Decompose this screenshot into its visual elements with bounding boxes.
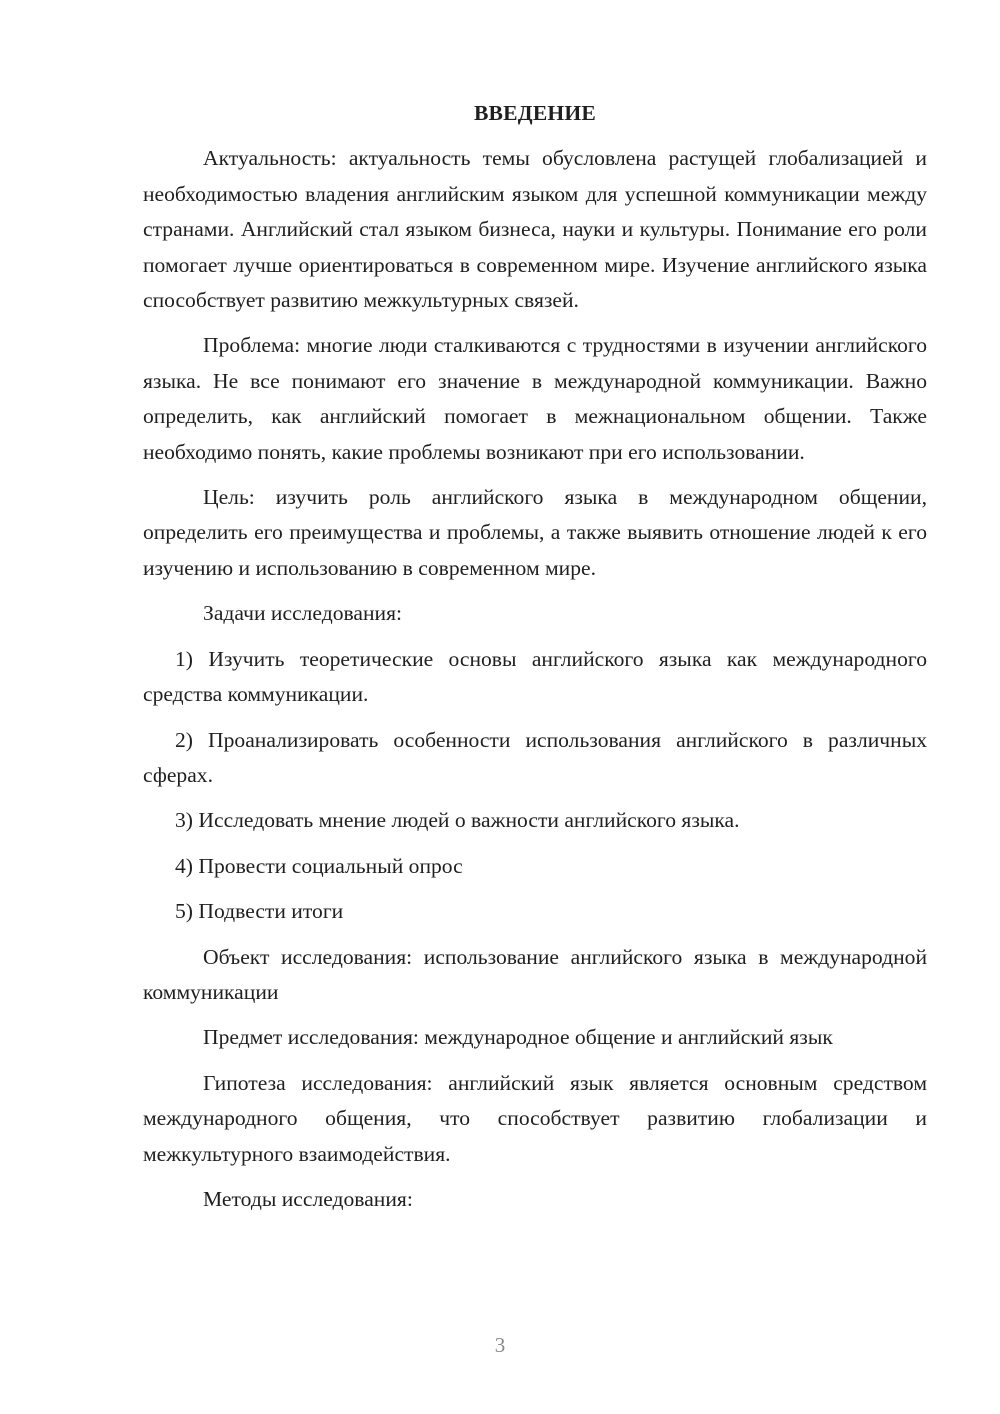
- paragraph-object: Объект исследования: использование английского языка в международной коммуникации: [143, 944, 927, 1004]
- document-page: [143, 96, 927, 1217]
- methods-heading: Методы исследования:: [203, 1186, 413, 1211]
- paragraph-goal: Цель: изучить роль английского языка в международном общении, определить его преимущества и проблемы, а также выявить отношение людей к его изучению и использованию в современном мире.: [143, 485, 927, 580]
- page-number: 3: [494, 1333, 506, 1357]
- section-title: ВВЕДЕНИЕ: [473, 101, 597, 125]
- paragraph-relevance: Актуальность: актуальность темы обусловлена растущей глобализацией и необходимостью владения английским языком для успешной коммуникации между странами. Английский стал языком бизнеса, науки и культуры. Понимание его роли помогает лучше ориентироваться в современном мире. Изучение английского языка способствует развитию межкультурных связей.: [143, 146, 927, 313]
- paragraph-subject: Предмет исследования: международное общение и английский язык: [203, 1025, 833, 1050]
- task-item-2: 2) Проанализировать особенности использования английского в различных сферах.: [143, 727, 927, 787]
- task-item-3: 3) Исследовать мнение людей о важности английского языка.: [175, 808, 740, 833]
- tasks-heading: Задачи исследования:: [203, 601, 403, 626]
- paragraph-hypothesis: Гипотеза исследования: английский язык является основным средством международного общения, что способствует развитию глобализации и межкультурного взаимодействия.: [143, 1070, 927, 1166]
- task-item-5: 5) Подвести итоги: [175, 899, 344, 924]
- task-item-4: 4) Провести социальный опрос: [175, 853, 463, 878]
- paragraph-problem: Проблема: многие люди сталкиваются с трудностями в изучении английского языка. Не все понимают его значение в международной коммуникации. Важно определить, как английский помогает в межнациональном общении. Также необходимо понять, какие проблемы возникают при его использовании.: [143, 333, 927, 464]
- task-item-1: 1) Изучить теоретические основы английского языка как международного средства коммуникации.: [143, 646, 927, 707]
